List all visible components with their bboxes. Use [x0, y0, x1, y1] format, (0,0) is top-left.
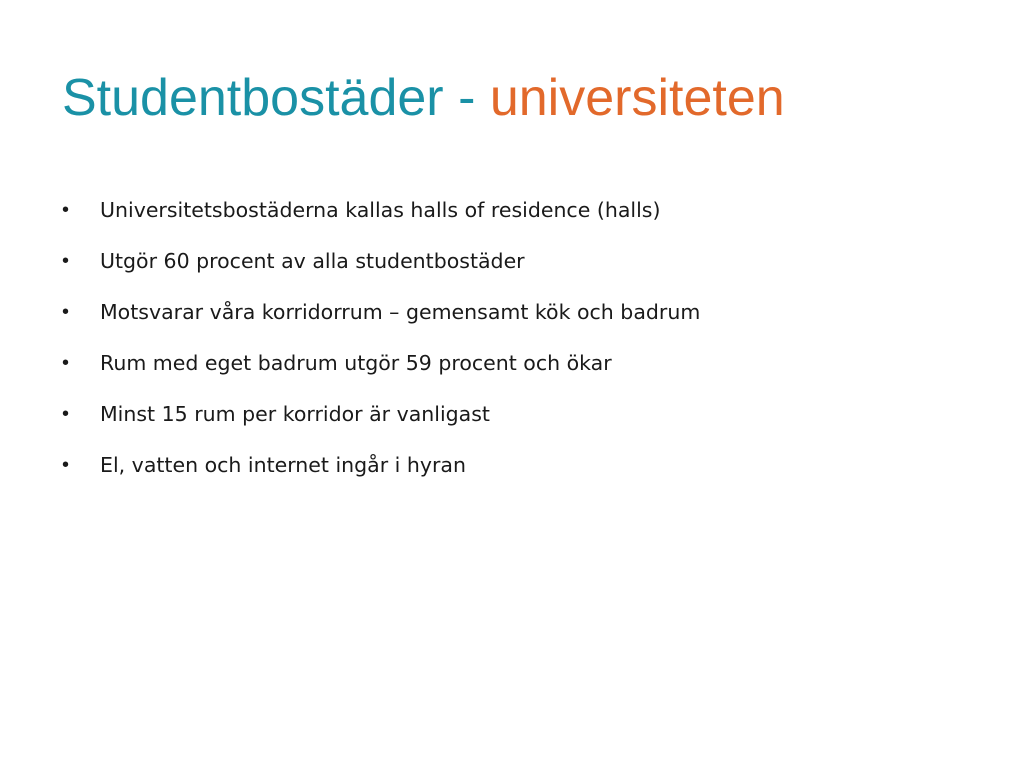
bullet-text: Rum med eget badrum utgör 59 procent och ökar — [100, 351, 612, 375]
bullet-text: Motsvarar våra korridorrum – gemensamt kök och badrum — [100, 300, 701, 324]
bullet-item — [62, 394, 700, 445]
bullet-text: El, vatten och internet ingår i hyran — [100, 453, 466, 477]
bullet-icon: • — [62, 301, 70, 323]
bullet-item — [62, 190, 700, 241]
bullet-icon: • — [62, 352, 70, 374]
bullet-item — [62, 445, 700, 496]
bullet-icon: • — [62, 454, 70, 476]
slide-title — [62, 62, 785, 134]
bullet-list — [62, 190, 700, 496]
bullet-text: Minst 15 rum per korridor är vanligast — [100, 402, 490, 426]
bullet-item — [62, 292, 700, 343]
bullet-icon: • — [62, 199, 70, 221]
bullet-item — [62, 241, 700, 292]
bullet-item — [62, 343, 700, 394]
bullet-text: Utgör 60 procent av alla studentbostäder — [100, 249, 525, 273]
slide-title-main: Studentbostäder - — [62, 69, 490, 127]
slide-title-accent: universiteten — [489, 69, 785, 127]
bullet-icon: • — [62, 403, 70, 425]
bullet-text: Universitetsbostäderna kallas halls of residence (halls) — [100, 198, 661, 222]
bullet-icon: • — [62, 250, 70, 272]
